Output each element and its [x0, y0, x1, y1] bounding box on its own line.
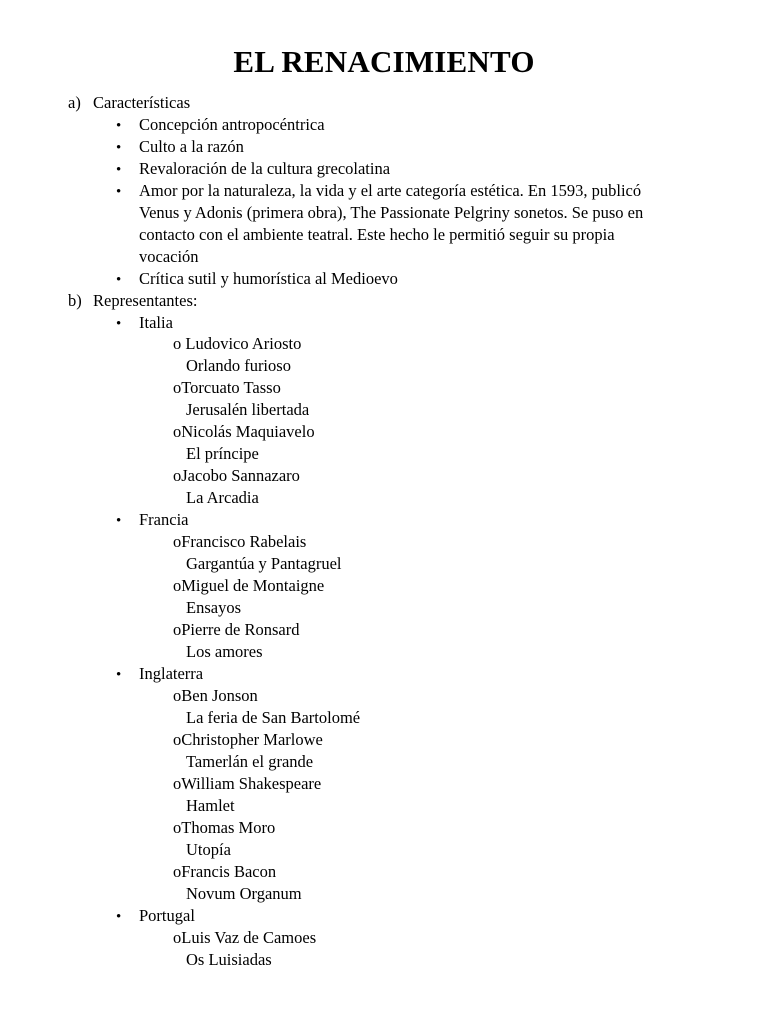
- section-title: Características: [93, 93, 191, 112]
- circle-bullet-icon: o: [173, 730, 182, 749]
- circle-bullet-icon: o: [173, 532, 182, 551]
- circle-bullet-icon: o: [173, 378, 182, 397]
- circle-bullet-icon: o: [173, 422, 182, 441]
- circle-bullet-icon: o: [173, 818, 182, 837]
- circle-bullet-icon: o: [173, 862, 182, 881]
- circle-bullet-icon: o: [173, 774, 182, 793]
- author-item: oPierre de Ronsard: [173, 620, 300, 639]
- bullet-icon: [116, 159, 126, 180]
- work-title: El príncipe: [186, 444, 259, 463]
- author-item: oMiguel de Montaigne: [173, 576, 325, 595]
- section-marker: a): [68, 93, 81, 112]
- section-marker: b): [68, 291, 82, 310]
- work-title: Jerusalén libertada: [186, 400, 310, 419]
- author-item: oFrancisco Rabelais: [173, 532, 307, 551]
- bullet-icon: [116, 510, 126, 531]
- author-item: oChristopher Marlowe: [173, 730, 323, 749]
- work-title: La Arcadia: [186, 488, 259, 507]
- author-item: oNicolás Maquiavelo: [173, 422, 315, 441]
- bullet-icon: [116, 664, 126, 685]
- section-heading: [68, 291, 197, 311]
- work-title: Hamlet: [186, 796, 235, 815]
- list-item-continuation: contacto con el ambiente teatral. Este hecho le permitió seguir su propia: [139, 225, 615, 244]
- work-title: Los amores: [186, 642, 263, 661]
- work-title: Os Luisiadas: [186, 950, 272, 969]
- bullet-icon: [116, 137, 126, 158]
- bullet-icon: [116, 115, 126, 136]
- bullet-icon: [116, 313, 126, 334]
- bullet-icon: [116, 906, 126, 927]
- circle-bullet-icon: o: [173, 686, 182, 705]
- bullet-icon: [116, 181, 126, 202]
- work-title: Gargantúa y Pantagruel: [186, 554, 342, 573]
- author-item: oWilliam Shakespeare: [173, 774, 322, 793]
- circle-bullet-icon: o: [173, 466, 182, 485]
- author-item: oThomas Moro: [173, 818, 276, 837]
- author-item: oBen Jonson: [173, 686, 258, 705]
- list-item-continuation: vocación: [139, 247, 199, 266]
- author-item: oLuis Vaz de Camoes: [173, 928, 317, 947]
- circle-bullet-icon: o: [173, 576, 182, 595]
- work-title: Novum Organum: [186, 884, 302, 903]
- circle-bullet-icon: o: [173, 334, 182, 353]
- section-title: Representantes:: [93, 291, 198, 310]
- list-item-continuation: Venus y Adonis (primera obra), The Passionate Pelgriny sonetos. Se puso en: [139, 203, 644, 222]
- work-title: La feria de San Bartolomé: [186, 708, 361, 727]
- circle-bullet-icon: o: [173, 928, 182, 947]
- author-item: oTorcuato Tasso: [173, 378, 281, 397]
- section-heading: [68, 93, 190, 113]
- work-title: Orlando furioso: [186, 356, 291, 375]
- circle-bullet-icon: o: [173, 620, 182, 639]
- work-title: Ensayos: [186, 598, 241, 617]
- author-item: oFrancis Bacon: [173, 862, 277, 881]
- work-title: Utopía: [186, 840, 231, 859]
- page-title: EL RENACIMIENTO: [233, 44, 535, 79]
- author-item: o Ludovico Ariosto: [173, 334, 302, 353]
- author-item: oJacobo Sannazaro: [173, 466, 300, 485]
- bullet-icon: [116, 269, 126, 290]
- work-title: Tamerlán el grande: [186, 752, 314, 771]
